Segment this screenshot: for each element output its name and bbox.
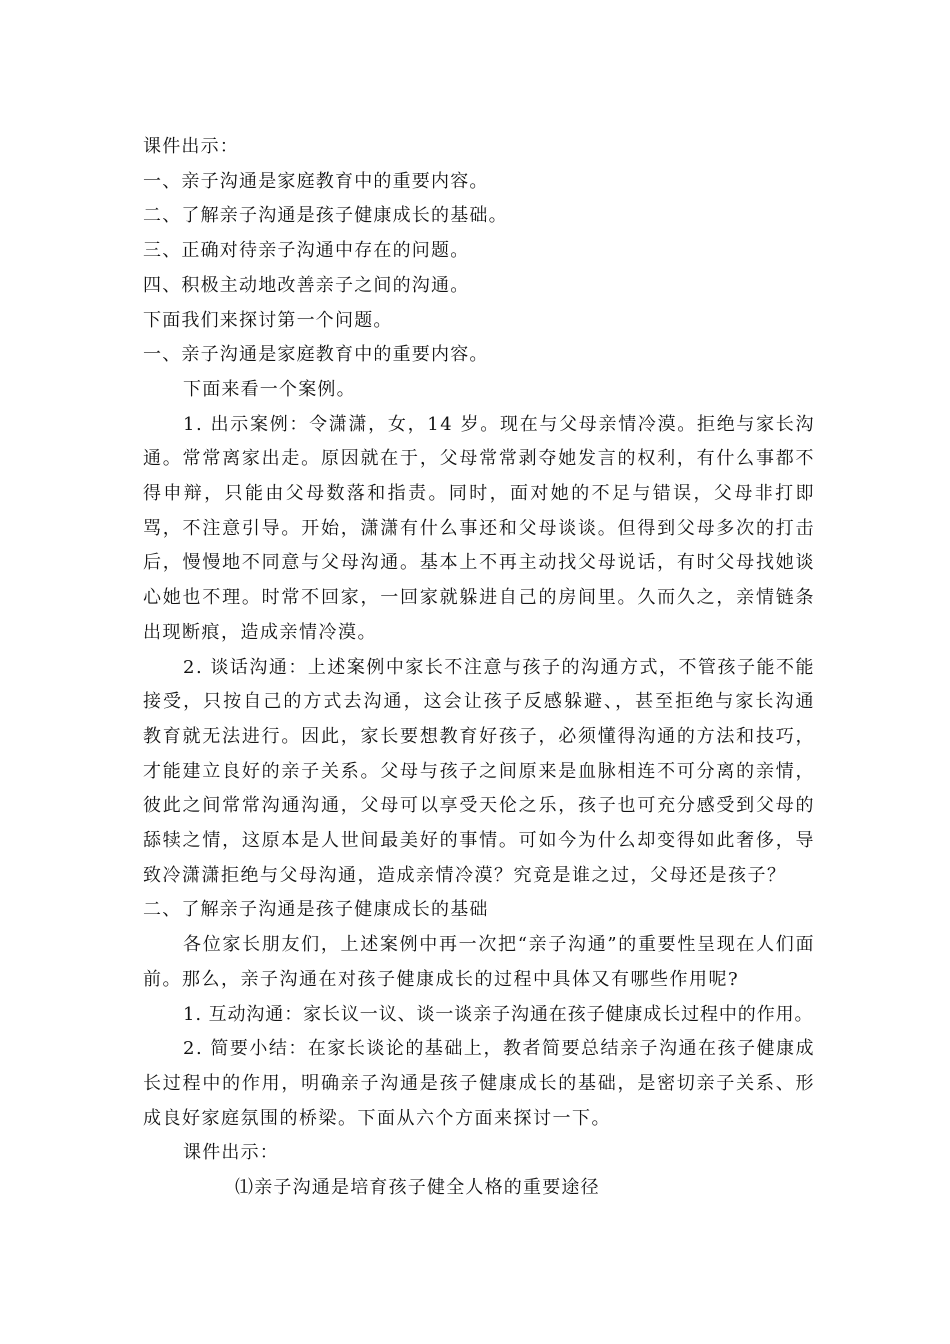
section-2-heading: 二、了解亲子沟通是孩子健康成长的基础 [143, 899, 489, 921]
discussion-paragraph: 2. 谈话沟通：上述案例中家长不注意与孩子的沟通方式，不管孩子能不能接受，只按自己的方式去沟通，这会让孩子反感躲避、，甚至拒绝与家长沟通教育就无法进行。因此，家长要想教育好孩子，必须懂得沟通的方法和技巧，才能建立良好的亲子关系。父母与孩子之间原来是血脉相连不可分离的亲情，彼此之间常常沟通沟通，父母可以享受天伦之乐，孩子也可充分感受到父母的舔犊之情，这原本是人世间最美好的事情。可如今为什么却变得如此奢侈，导致冷潇潇拒绝与父母沟通，造成亲情冷漠？究竟是谁之过，父母还是孩子？ [143, 656, 815, 886]
courseware-label: 课件出示： [143, 136, 239, 157]
outline-item-2: 二、了解亲子沟通是孩子健康成长的基础。 [143, 205, 508, 227]
outline-item-3: 三、正确对待亲子沟通中存在的问题。 [143, 240, 470, 262]
outline-item-1: 一、亲子沟通是家庭教育中的重要内容。 [143, 170, 489, 192]
summary-paragraph: 2. 简要小结：在家长谈论的基础上，教者简要总结亲子沟通在孩子健康成长过程中的作用，明确亲子沟通是孩子健康成长的基础，是密切亲子关系、形成良好家庭氛围的桥梁。下面从六个方面来探讨一下。 [143, 1038, 815, 1129]
case-intro: 下面来看一个案例。 [183, 378, 356, 400]
transition-text: 下面我们来探讨第一个问题。 [143, 309, 393, 331]
parents-address-paragraph: 各位家长朋友们，上述案例中再一次把“亲子沟通”的重要性呈现在人们面前。那么，亲子沟通在对孩子健康成长的过程中具体又有哪些作用呢? [143, 934, 815, 990]
courseware-label-2: 课件出示： [183, 1142, 279, 1164]
document-body [143, 130, 815, 1206]
outline-item-4: 四、积极主动地改善亲子之间的沟通。 [143, 274, 470, 296]
courseware-item-1: ⑴亲子沟通是培育孩子健全人格的重要途径 [235, 1177, 600, 1199]
section-1-heading: 一、亲子沟通是家庭教育中的重要内容。 [143, 344, 489, 366]
interaction-paragraph: 1. 互动沟通：家长议一议、谈一谈亲子沟通在孩子健康成长过程中的作用。 [183, 1003, 814, 1025]
case-paragraph: 1. 出示案例：令潇潇，女，14 岁。现在与父母亲情冷漠。拒绝与家长沟通。常常离家出走。原因就在于，父母常常剥夺她发言的权利，有什么事都不得申辩，只能由父母数落和指责。同时，面对她的不足与错误，父母非打即骂，不注意引导。开始，潇潇有什么事还和父母谈谈。但得到父母多次的打击后，慢慢地不同意与父母沟通。基本上不再主动找父母说话，有时父母找她谈心她也不理。时常不回家，一回家就躲进自己的房间里。久而久之，亲情链条出现断痕，造成亲情冷漠。 [143, 413, 815, 643]
